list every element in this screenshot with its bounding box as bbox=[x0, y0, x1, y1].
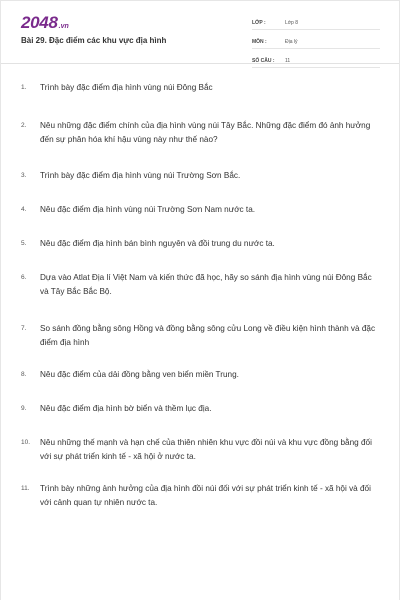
meta-label-question-count: SỐ CÂU : bbox=[252, 58, 275, 64]
question-number: 10. bbox=[21, 439, 31, 446]
meta-row-class bbox=[252, 15, 380, 30]
question-number: 1. bbox=[21, 84, 27, 91]
question-item bbox=[21, 237, 381, 271]
meta-value-class: Lớp 8 bbox=[285, 20, 299, 26]
site-logo[interactable] bbox=[21, 14, 69, 32]
question-text: Nêu đặc điểm địa hình vùng núi Trường Sơn Nam nước ta. bbox=[40, 205, 256, 214]
question-item bbox=[21, 402, 381, 436]
question-text: Nêu đặc điểm địa hình bờ biển và thềm lục địa. bbox=[40, 404, 212, 413]
meta-value-subject: Địa lý bbox=[285, 39, 298, 45]
question-item bbox=[21, 203, 381, 237]
question-text: Trình bày đặc điểm địa hình vùng núi Trường Sơn Bắc. bbox=[40, 171, 241, 180]
question-item bbox=[21, 81, 381, 119]
meta-row-question-count bbox=[252, 53, 380, 68]
question-list bbox=[21, 81, 381, 522]
question-number: 7. bbox=[21, 325, 27, 332]
question-item bbox=[21, 271, 381, 322]
question-number: 8. bbox=[21, 371, 27, 378]
question-text: Nêu những đặc điểm chính của địa hình vùng núi Tây Bắc. Những đặc điểm đó ảnh hưởng đến sự phân hóa khí hậu vùng này như thế nào? bbox=[40, 121, 371, 144]
question-item bbox=[21, 482, 381, 522]
meta-value-question-count: 11 bbox=[285, 58, 291, 64]
question-item bbox=[21, 119, 381, 169]
question-item bbox=[21, 322, 381, 368]
question-item bbox=[21, 368, 381, 402]
question-item bbox=[21, 436, 381, 482]
question-number: 2. bbox=[21, 122, 27, 129]
meta-label-subject: MÔN : bbox=[252, 39, 267, 45]
question-text: Nêu những thế mạnh và hạn chế của thiên nhiên khu vực đồi núi và khu vực đồng bằng đối với sự phát triển kinh tế - xã hội ở nước ta. bbox=[40, 438, 372, 461]
question-number: 9. bbox=[21, 405, 27, 412]
logo-suffix-text: .vn bbox=[58, 23, 69, 30]
meta-row-subject bbox=[252, 34, 380, 49]
question-item bbox=[21, 169, 381, 203]
question-number: 6. bbox=[21, 274, 27, 281]
question-text: Trình bày những ảnh hưởng của địa hình đồi núi đối với sự phát triển kinh tế - xã hội và đối với cảnh quan tự nhiên nước ta. bbox=[40, 484, 371, 507]
logo-main-text: 2048 bbox=[21, 13, 58, 32]
question-number: 3. bbox=[21, 172, 27, 179]
meta-label-class: LỚP : bbox=[252, 20, 266, 26]
question-number: 5. bbox=[21, 240, 27, 247]
lesson-title: Bài 29. Đặc điểm các khu vực địa hình bbox=[21, 36, 167, 45]
question-text: Trình bày đặc điểm địa hình vùng núi Đông Bắc bbox=[40, 83, 213, 92]
question-text: Nêu đặc điểm của dải đồng bằng ven biển miền Trung. bbox=[40, 370, 239, 379]
question-number: 11. bbox=[21, 485, 30, 492]
worksheet-header bbox=[1, 1, 399, 64]
worksheet-meta bbox=[252, 15, 380, 72]
question-text: Nêu đặc điểm địa hình bán bình nguyên và đồi trung du nước ta. bbox=[40, 239, 275, 248]
question-text: Dựa vào Atlat Địa lí Việt Nam và kiến thức đã học, hãy so sánh địa hình vùng núi Đông Bắc và Tây Bắc Bắc Bộ. bbox=[40, 273, 372, 296]
question-text: So sánh đồng bằng sông Hồng và đồng bằng sông cửu Long về điều kiện hình thành và đặc điểm địa hình bbox=[40, 324, 376, 347]
question-number: 4. bbox=[21, 206, 27, 213]
